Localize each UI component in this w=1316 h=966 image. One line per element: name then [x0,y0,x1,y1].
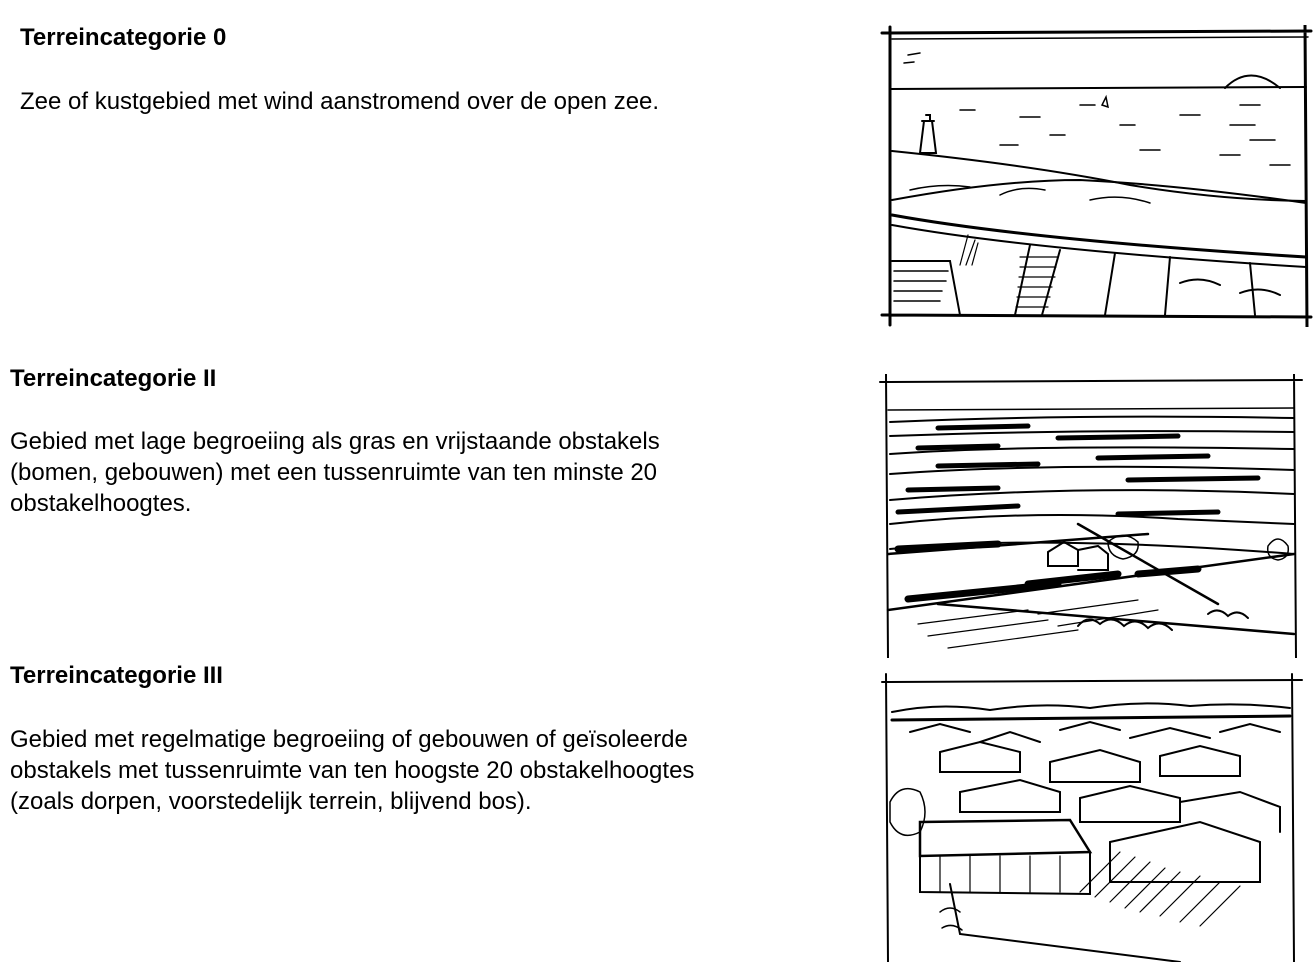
category-0-description-line: Zee of kustgebied met wind aanstromend over de open zee. [20,88,660,115]
category-0-description [20,86,659,117]
category-III-description-line: obstakels met tussenruimte van ten hoogste 20 obstakelhoogtes [10,757,695,784]
category-III-description-line: Gebied met regelmatige begroeiing of gebouwen of geïsoleerde [10,726,688,753]
category-II-description-line: (bomen, gebouwen) met een tussenruimte van ten minste 20 [10,459,658,486]
coastal-sea-sketch-icon [880,25,1313,327]
category-II-heading: Terreincategorie II [10,365,217,392]
category-0-heading: Terreincategorie 0 [20,24,227,51]
open-farmland-sketch-icon [878,374,1304,658]
category-II-description-line: Gebied met lage begroeiing als gras en vrijstaande obstakels [10,428,660,455]
category-II-description-line: obstakelhoogtes. [10,490,192,517]
category-II-description [10,426,660,519]
category-III-heading: Terreincategorie III [10,662,223,689]
category-III-description [10,724,694,817]
village-houses-sketch-icon [880,672,1304,962]
category-III-description-line: (zoals dorpen, voorstedelijk terrein, blijvend bos). [10,788,532,815]
